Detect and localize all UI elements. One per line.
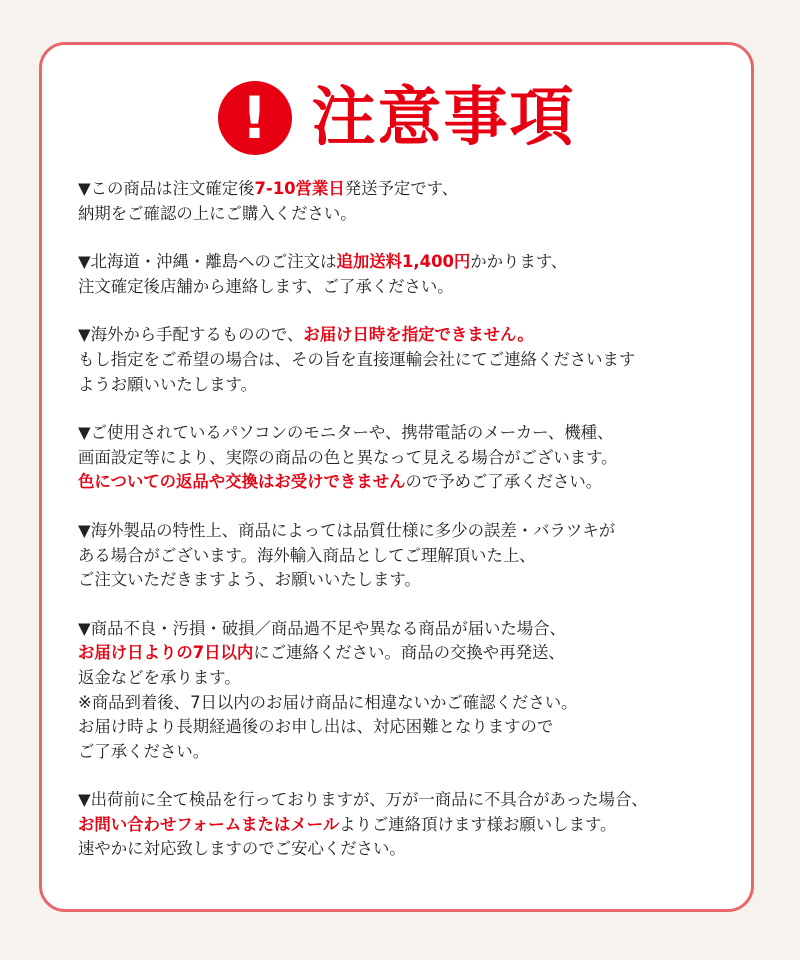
body-text: お届け時より長期経過後のお申し出は、対応困難となりますので [78,717,554,737]
highlight-text: お届け日よりの7日以内 [78,643,254,663]
notice-line [78,691,758,716]
body-text: ▼ご使用されているパソコンのモニターや、携帯電話のメーカー、機種、 [78,423,614,443]
notice-line [78,446,758,471]
notice-line [78,323,758,348]
notice-line [78,666,758,691]
body-text: ▼この商品は注文確定後 [78,179,255,198]
notice-line [78,373,758,398]
notice-paragraph [78,323,758,397]
notice-line [78,275,758,300]
notice-line [78,544,758,569]
body-text: 発送予定です、 [344,179,459,198]
notice-line [78,470,758,495]
notice-paragraph [78,519,758,593]
notice-line [78,641,758,666]
notice-line [78,177,758,202]
body-text: ▼海外から手配するものので、 [78,325,304,345]
body-text: ▼出荷前に全て検品を行っておりますが、万が一商品に不具合があった場合、 [78,790,648,810]
notice-line [78,348,758,373]
body-text: 返金などを承ります。 [78,667,241,687]
body-text: ▼北海道・沖縄・離島へのご注文は [78,252,337,272]
body-text: よりご連絡頂けます様お願いします。 [339,814,617,834]
body-text: ※商品到着後、7日以内のお届け商品に相違ないかご確認ください。 [78,692,578,712]
notice-paragraph [78,617,758,765]
notice-line [78,519,758,544]
highlight-text: 7-10営業日 [254,179,345,198]
notice-body [78,177,758,886]
notice-line [78,715,758,740]
notice-line [78,740,758,765]
notice-line [78,788,758,813]
highlight-text: お問い合わせフォームまたはメール [78,814,340,834]
body-text: ▼商品不良・汚損・破損／商品過不足や異なる商品が届いた場合、 [78,618,566,638]
notice-card [39,42,754,912]
body-text: ある場合がございます。海外輸入商品としてご理解頂いた上、 [78,545,536,565]
page-title: 注意事項 [311,81,576,155]
body-text: ▼海外製品の特性上、商品によっては品質仕様に多少の誤差・バラツキが [78,520,616,540]
notice-paragraph [78,177,758,226]
highlight-text: お届け日時を指定できません。 [303,325,534,345]
notice-line [78,202,758,227]
notice-paragraph [78,788,758,862]
notice-paragraph [78,421,758,495]
body-text: ご注文いただきますよう、お願いいたします。 [78,570,421,590]
notice-line [78,617,758,642]
body-text: 納期をご確認の上にご購入ください。 [78,203,357,223]
body-text: ようお願いいたします。 [78,374,257,394]
body-text: 速やかに対応致しますのでご安心ください。 [78,839,406,859]
body-text: ので予めご了承ください。 [405,472,603,492]
notice-line [78,813,758,838]
body-text: ご了承ください。 [78,741,210,761]
notice-paragraph [78,250,758,299]
exclamation-icon: ! [218,81,292,155]
notice-line [78,250,758,275]
notice-line [78,837,758,862]
body-text: 注文確定後店舗から連絡します、ご了承ください。 [78,276,454,296]
body-text: にご連絡ください。商品の交換や再発送、 [253,643,565,663]
notice-header [42,78,751,158]
body-text: 画面設定等により、実際の商品の色と異なって見える場合がございます。 [78,447,618,467]
body-text: もし指定をご希望の場合は、その旨を直接運輸会社にてご連絡くださいます [78,349,636,369]
notice-line [78,568,758,593]
highlight-text: 色についての返品や交換はお受けできません [78,472,406,492]
highlight-text: 追加送料1,400円 [336,252,471,272]
notice-line [78,421,758,446]
body-text: かかります、 [470,252,568,272]
